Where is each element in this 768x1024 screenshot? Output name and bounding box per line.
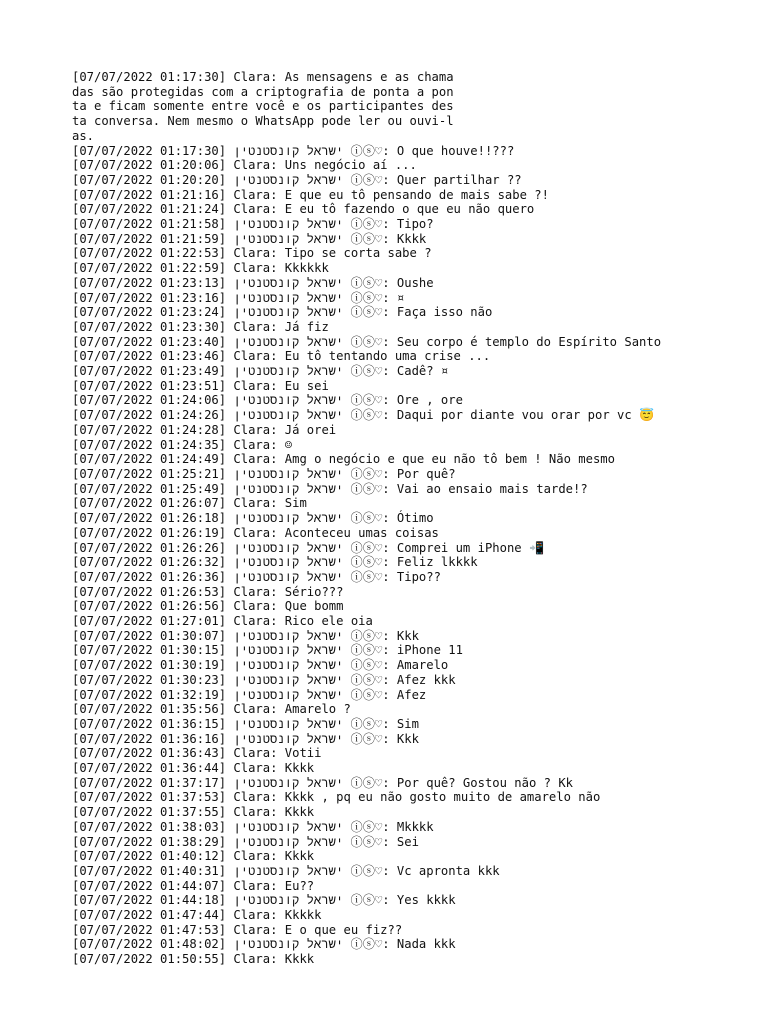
chat-message-line: [07/07/2022 01:48:02] ישראל קונסטנטין ⓘⓢ♡: Nada kkk	[72, 937, 456, 952]
chat-message-line: [07/07/2022 01:26:56] Clara: Que bomm	[72, 599, 344, 614]
chat-message-line: [07/07/2022 01:22:59] Clara: Kkkkkk	[72, 261, 329, 276]
chat-message-line: [07/07/2022 01:35:56] Clara: Amarelo ?	[72, 702, 351, 717]
chat-message-line: [07/07/2022 01:23:30] Clara: Já fiz	[72, 319, 329, 334]
chat-message-line: [07/07/2022 01:26:36] ישראל קונסטנטין ⓘⓢ♡: Tipo??	[72, 569, 441, 584]
chat-message-line: [07/07/2022 01:22:53] Clara: Tipo se corta sabe ?	[72, 246, 432, 261]
chat-message-line: [07/07/2022 01:20:20] ישראל קונסטנטין ⓘⓢ♡: Quer partilhar ??	[72, 172, 522, 187]
chat-message-line: [07/07/2022 01:24:28] Clara: Já orei	[72, 422, 337, 437]
chat-message-line: [07/07/2022 01:37:53] Clara: Kkkk , pq eu não gosto muito de amarelo não	[72, 790, 601, 805]
chat-message-line: [07/07/2022 01:36:16] ישראל קונסטנטין ⓘⓢ♡: Kkk	[72, 731, 419, 746]
chat-message-line: [07/07/2022 01:26:19] Clara: Aconteceu umas coisas	[72, 525, 439, 540]
chat-message-line: [07/07/2022 01:25:49] ישראל קונסטנטין ⓘⓢ♡: Vai ao ensaio mais tarde!?	[72, 481, 588, 496]
chat-message-line: [07/07/2022 01:23:16] ישראל קונסטנטין ⓘⓢ♡: ¤	[72, 290, 405, 305]
chat-message-line: [07/07/2022 01:30:23] ישראל קונסטנטין ⓘⓢ♡: Afez kkk	[72, 672, 456, 687]
chat-message-line: [07/07/2022 01:30:19] ישראל קונסטנטין ⓘⓢ♡: Amarelo	[72, 658, 449, 673]
encryption-notice-line: [07/07/2022 01:17:30] Clara: As mensagens e as chamadas são protegidas com a criptografia de ponta a ponta e ficam somente entre você e os participantes desta conversa. Nem mesmo o WhatsApp pode ler ou ouvi-las.	[72, 70, 454, 143]
chat-message-line: [07/07/2022 01:47:53] Clara: E o que eu fiz??	[72, 922, 403, 937]
chat-message-line: [07/07/2022 01:30:15] ישראל קונסטנטין ⓘⓢ♡: iPhone 11	[72, 643, 463, 658]
chat-message-line: [07/07/2022 01:37:55] Clara: Kkkk	[72, 805, 315, 820]
chat-message-line: [07/07/2022 01:36:43] Clara: Votii	[72, 746, 322, 761]
chat-message-line: [07/07/2022 01:24:26] ישראל קונסטנטין ⓘⓢ♡: Daqui por diante vou orar por vc 😇	[72, 408, 655, 423]
chat-message-line: [07/07/2022 01:44:18] ישראל קונסטנטין ⓘⓢ♡: Yes kkkk	[72, 893, 456, 908]
chat-message-line: [07/07/2022 01:37:17] ישראל קונסטנטין ⓘⓢ♡: Por quê? Gostou não ? Kk	[72, 775, 573, 790]
chat-message-line: [07/07/2022 01:23:40] ישראל קונסטנטין ⓘⓢ♡: Seu corpo é templo do Espírito Santo	[72, 334, 662, 349]
chat-message-line: [07/07/2022 01:21:16] Clara: E que eu tô pensando de mais sabe ?!	[72, 187, 549, 202]
chat-message-line: [07/07/2022 01:26:07] Clara: Sim	[72, 496, 307, 511]
chat-message-line: [07/07/2022 01:47:44] Clara: Kkkkk	[72, 908, 322, 923]
chat-message-line: [07/07/2022 01:30:07] ישראל קונסטנטין ⓘⓢ♡: Kkk	[72, 628, 419, 643]
chat-message-line: [07/07/2022 01:27:01] Clara: Rico ele oia	[72, 614, 373, 629]
chat-message-line: [07/07/2022 01:40:12] Clara: Kkkk	[72, 849, 315, 864]
chat-message-line: [07/07/2022 01:21:59] ישראל קונסטנטין ⓘⓢ♡: Kkkk	[72, 231, 427, 246]
chat-message-line: [07/07/2022 01:26:32] ישראל קונסטנטין ⓘⓢ♡: Feliz lkkkk	[72, 555, 478, 570]
chat-log	[72, 70, 692, 967]
chat-message-line: [07/07/2022 01:24:06] ישראל קונסטנטין ⓘⓢ♡: Ore , ore	[72, 393, 463, 408]
chat-message-line: [07/07/2022 01:38:29] ישראל קונסטנטין ⓘⓢ♡: Sei	[72, 834, 419, 849]
chat-message-line: [07/07/2022 01:44:07] Clara: Eu??	[72, 878, 315, 893]
chat-message-line: [07/07/2022 01:25:21] ישראל קונסטנטין ⓘⓢ♡: Por quê?	[72, 466, 456, 481]
chat-message-line: [07/07/2022 01:26:53] Clara: Sério???	[72, 584, 344, 599]
chat-message-line: [07/07/2022 01:17:30] ישראל קונסטנטין ⓘⓢ♡: O que houve!!???	[72, 143, 515, 158]
chat-message-line: [07/07/2022 01:23:46] Clara: Eu tô tentando uma crise ...	[72, 349, 491, 364]
chat-message-line: [07/07/2022 01:23:24] ישראל קונסטנטין ⓘⓢ♡: Faça isso não	[72, 305, 493, 320]
chat-message-line: [07/07/2022 01:21:24] Clara: E eu tô fazendo o que eu não quero	[72, 202, 535, 217]
chat-message-line: [07/07/2022 01:23:13] ישראל קונסטנטין ⓘⓢ♡: Oushe	[72, 275, 434, 290]
chat-message-line: [07/07/2022 01:24:35] Clara: ☺	[72, 437, 293, 452]
chat-message-line: [07/07/2022 01:50:55] Clara: Kkkk	[72, 952, 315, 967]
chat-message-line: [07/07/2022 01:20:06] Clara: Uns negócio aí ...	[72, 158, 417, 173]
chat-message-line: [07/07/2022 01:40:31] ישראל קונסטנטין ⓘⓢ♡: Vc apronta kkk	[72, 863, 500, 878]
chat-message-line: [07/07/2022 01:36:15] ישראל קונסטנטין ⓘⓢ♡: Sim	[72, 716, 419, 731]
chat-message-line: [07/07/2022 01:21:58] ישראל קונסטנטין ⓘⓢ♡: Tipo?	[72, 217, 434, 232]
chat-message-line: [07/07/2022 01:26:18] ישראל קונסטנטין ⓘⓢ♡: Ótimo	[72, 511, 434, 526]
chat-message-line: [07/07/2022 01:36:44] Clara: Kkkk	[72, 761, 315, 776]
chat-message-line: [07/07/2022 01:26:26] ישראל קונסטנטין ⓘⓢ♡: Comprei um iPhone 📲	[72, 540, 545, 555]
chat-message-line: [07/07/2022 01:23:49] ישראל קונסטנטין ⓘⓢ♡: Cadê? ¤	[72, 364, 449, 379]
chat-message-line: [07/07/2022 01:24:49] Clara: Amg o negócio e que eu não tô bem ! Não mesmo	[72, 452, 615, 467]
chat-message-line: [07/07/2022 01:23:51] Clara: Eu sei	[72, 378, 329, 393]
chat-message-line: [07/07/2022 01:38:03] ישראל קונסטנטין ⓘⓢ♡: Mkkkk	[72, 819, 434, 834]
chat-message-line: [07/07/2022 01:32:19] ישראל קונסטנטין ⓘⓢ♡: Afez	[72, 687, 427, 702]
